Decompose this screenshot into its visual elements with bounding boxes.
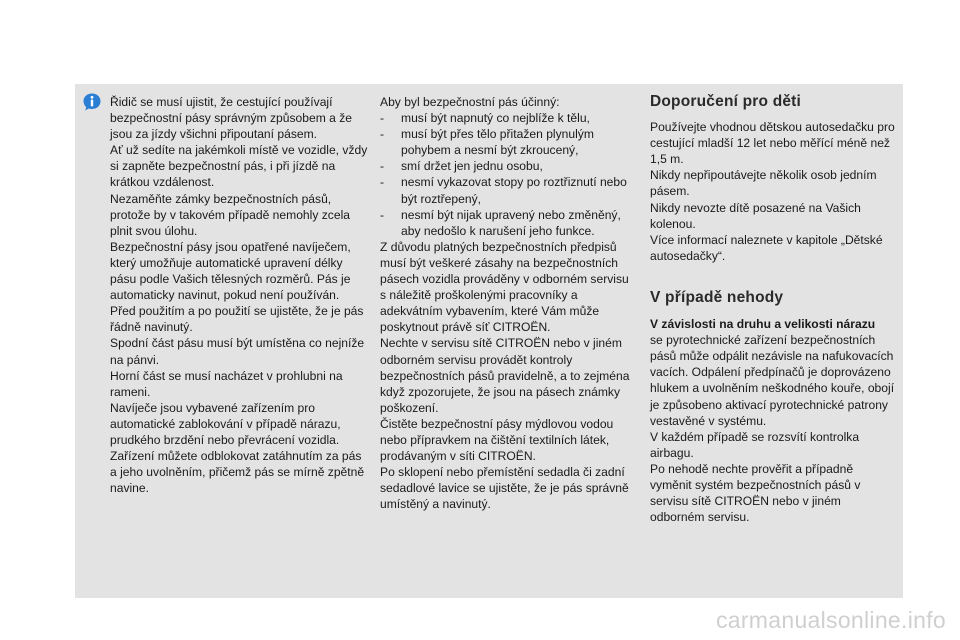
paragraph: Čistěte bezpečnostní pásy mýdlovou vodou nebo přípravkem na čištění textilních látek, prodávaným v síti CITROËN. (380, 416, 614, 464)
paragraph: Používejte vhodnou dětskou autosedačku pro cestující mladší 12 let nebo měřící méně než 1,5 m. (650, 120, 895, 167)
accident-subheading: V závislosti na druhu a velikosti nárazu (650, 317, 876, 332)
watermark: carmanualsonline.info (715, 607, 946, 633)
paragraph: Nezaměňte zámky bezpečnostních pásů, protože by v takovém případě nemohly zcela plnit svou úlohu. (110, 191, 350, 238)
paragraph: Po nehodě nechte prověřit a případně vyměnit systém bezpečnostních pásů v servisu sítě CITROËN nebo v jiném odborném servisu. (650, 461, 861, 525)
paragraph: Z důvodu platných bezpečnostních předpisů musí být veškeré zásahy na bezpečnostních pásech vozidla prováděny v odborném servisu s náležitě proškolenými pracovníky a adekvátním vybavením, které Vám může poskytnout právě síť CITROËN. (380, 239, 629, 335)
paragraph: Ať už sedíte na jakémkoli místě ve vozidle, vždy si zapněte bezpečnostní pás, i při jízdě na krátkou vzdálenost. (110, 143, 368, 190)
list-item: - musí být přes tělo přitažen plynulým pohybem a nesmí být zkroucený, (380, 126, 632, 158)
paragraph: Nechte v servisu sítě CITROËN nebo v jiném odborném servisu provádět kontroly bezpečnostních pásů pravidelně, a to zejména když zpozorujete, že jsou na pásech známky poškození. (380, 336, 630, 415)
recommendations-column (650, 94, 895, 525)
paragraph: Řidič se musí ujistit, že cestující používají bezpečnostní pásy správným způsobem a že jsou za jízdy všichni připoutaní pásem. (110, 95, 353, 142)
paragraph: Bezpečnostní pásy jsou opatřené navíječem, který umožňuje automatické upravení délky pásu podle Vašich tělesných rozměrů. Pás je automaticky navinut, pokud není používán. (110, 239, 351, 303)
paragraph: Před použitím a po použití se ujistěte, že je pás řádně navinutý. (110, 304, 364, 335)
paragraph: Více informací naleznete v kapitole „Dětské autosedačky“. (650, 232, 883, 263)
paragraph: se pyrotechnické zařízení bezpečnostních pásů může odpálit nezávisle na nafukovacích vacích. Odpálení předpínačů je doprovázeno hlukem a uvolněním neškodného kouře, obojí je způsobeno aktivací pyrotechnické patrony vestavěné v systému. (650, 333, 895, 428)
list-item: - musí být napnutý co nejblíže k tělu, (380, 110, 632, 126)
list-item: - nesmí vykazovat stopy po roztřiznutí nebo být roztřepený, (380, 174, 632, 206)
paragraph: Nikdy nevozte dítě posazené na Vašich kolenou. (650, 200, 861, 231)
info-icon (83, 93, 101, 111)
children-heading: Doporučení pro děti (650, 93, 802, 110)
paragraph: Navíječe jsou vybavené zařízením pro automatické zablokování v případě nárazu, prudkého brzdění nebo převrácení vozidla. Zařízení můžete odblokovat zatáhnutím za pás a jeho uvolněním, přičemž pás se mírně zpětně navine. (110, 400, 365, 496)
seatbelt-effectiveness-column (380, 94, 632, 512)
paragraph: Po sklopení nebo přemístění sedadla či zadní sedadlové lavice se ujistěte, že je pás správně umístěný a navinutý. (380, 465, 629, 512)
paragraph: Spodní část pásu musí být umístěna co nejníže na pánvi. (110, 336, 365, 367)
paragraph: Nikdy nepřipoutávejte několik osob jedním pásem. (650, 168, 877, 199)
section-spacer (650, 264, 895, 290)
list-item: - smí držet jen jednu osobu, (380, 158, 632, 174)
seatbelt-info-column (110, 94, 368, 496)
paragraph: V každém případě se rozsvítí kontrolka airbagu. (650, 429, 860, 460)
list-item: - nesmí být nijak upravený nebo změněný, aby nedošlo k narušení jeho funkce. (380, 207, 632, 239)
intro-text: Aby byl bezpečnostní pás účinný: (380, 95, 560, 109)
paragraph: Horní část se musí nacházet v prohlubni na rameni. (110, 368, 343, 399)
accident-heading: V případě nehody (650, 288, 784, 306)
requirements-list (380, 110, 632, 239)
